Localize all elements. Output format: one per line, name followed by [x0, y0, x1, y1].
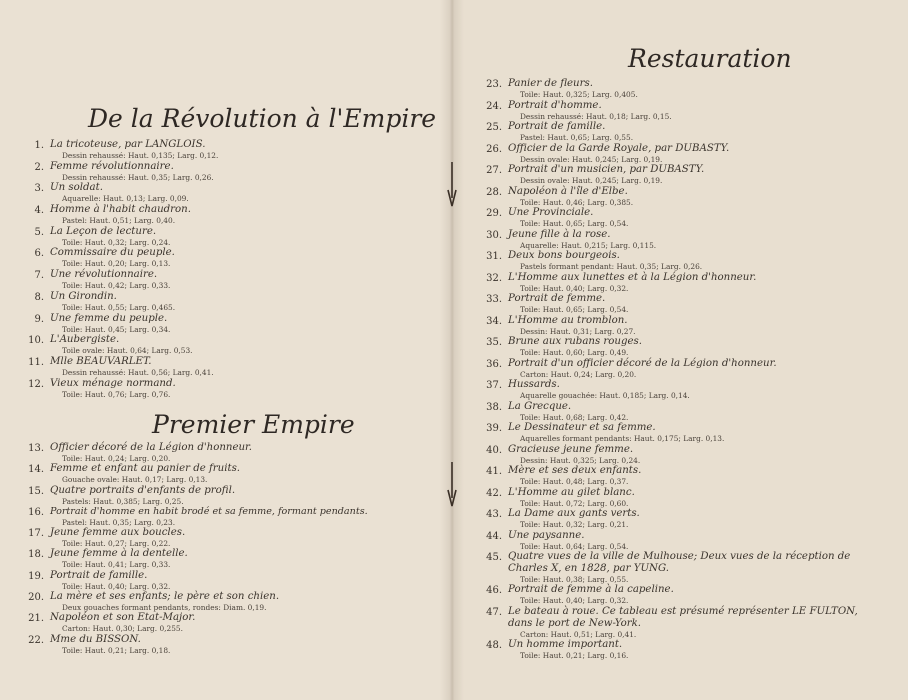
- entry-detail: Aquarelles formant pendants: Haut. 0,175; Larg. 0,13.: [520, 434, 725, 443]
- entry-title: L'Homme au gilet blanc.: [508, 486, 635, 498]
- entry-detail: Toile: Haut. 0,64; Larg. 0,54.: [520, 541, 629, 551]
- entry-detail: Toile: Haut. 0,40; Larg. 0,32.: [520, 283, 629, 293]
- catalogue-entry: [480, 78, 885, 100]
- entry-title: Mère et ses deux enfants.: [508, 465, 642, 476]
- entry-number: 11.: [28, 356, 44, 368]
- entry-title: Mlle BEAUVARLET.: [50, 355, 152, 367]
- entry-title: Portrait de femme à la capeline.: [508, 584, 674, 595]
- catalogue-entry: [480, 315, 885, 337]
- catalogue-entry: [480, 186, 885, 208]
- entry-detail: Toile: Haut. 0,32; Larg. 0,24.: [62, 237, 171, 247]
- catalogue-entry: [22, 634, 427, 655]
- entry-detail: Pastels: Haut. 0,385; Larg. 0,25.: [62, 496, 184, 506]
- entry-title: La mère et ses enfants; le père et son chien.: [50, 591, 280, 603]
- entry-detail: Aquarelle: Haut. 0,13; Larg. 0,09.: [62, 194, 189, 204]
- entry-detail: Aquarelle: Haut. 0,215; Larg. 0,115.: [520, 240, 657, 250]
- entry-title: Portrait de femme.: [508, 293, 606, 304]
- entry-number: 27.: [486, 165, 502, 176]
- entry-title: Napoléon et son Etat-Major.: [50, 612, 196, 624]
- entry-title: Portrait d'un musicien, par DUBASTY.: [508, 164, 705, 175]
- entry-title: Le Dessinateur et sa femme.: [508, 422, 656, 433]
- catalogue-entry: [480, 121, 885, 143]
- entry-title: La Grecque.: [508, 400, 572, 412]
- entry-number: 28.: [486, 186, 502, 198]
- binding-staple-top: [447, 160, 457, 210]
- entry-title: Une paysanne.: [508, 529, 585, 541]
- entry-number: 2.: [34, 161, 44, 173]
- entry-number: 48.: [486, 639, 502, 651]
- entry-number: 18.: [28, 549, 44, 561]
- entry-detail: Toile: Haut. 0,24; Larg. 0,20.: [62, 454, 171, 463]
- entry-detail: Toile: Haut. 0,41; Larg. 0,33.: [62, 560, 171, 570]
- entry-number: 45.: [486, 552, 502, 563]
- catalogue-entry: [22, 247, 427, 269]
- catalogue-entry: [480, 143, 885, 165]
- entry-title: Commissaire du peuple.: [50, 247, 175, 259]
- entry-detail: Gouache ovale: Haut. 0,17; Larg. 0,13.: [62, 475, 208, 485]
- entry-number: 6.: [34, 248, 44, 260]
- entry-detail: Dessin ovale: Haut. 0,245; Larg. 0,19.: [520, 176, 663, 185]
- entry-title: Homme à l'habit chaudron.: [50, 204, 191, 216]
- entry-title: Brune aux rubans rouges.: [508, 336, 642, 347]
- entry-number: 23.: [486, 79, 502, 90]
- entry-detail: Toile ovale: Haut. 0,64; Larg. 0,53.: [62, 346, 193, 356]
- catalogue-entry: [480, 422, 885, 444]
- left-page: [0, 0, 452, 700]
- entry-number: 38.: [486, 401, 502, 413]
- catalogue-entry: [22, 334, 427, 356]
- entry-detail: Toile: Haut. 0,45; Larg. 0,34.: [62, 324, 171, 334]
- entry-title: Napoléon à l'île d'Elbe.: [508, 185, 628, 197]
- entry-title: Portrait de famille.: [508, 121, 606, 132]
- entry-number: 36.: [486, 358, 502, 370]
- entry-title: Portrait d'homme en habit brodé et sa femme, formant pendants.: [50, 505, 368, 517]
- entry-detail: Deux gouaches formant pendants, rondes: Diam. 0,19.: [62, 603, 267, 613]
- catalogue-entry: [480, 336, 885, 358]
- entry-number: 7.: [34, 270, 44, 282]
- entry-detail: Toile: Haut. 0,21; Larg. 0,16.: [520, 650, 629, 660]
- catalogue-entry: [480, 639, 885, 661]
- entry-number: 12.: [28, 378, 44, 390]
- entry-title: Quatre vues de la ville de Mulhouse; Deux vues de la réception de Charles X, en 1828, par YUNG.: [508, 551, 851, 574]
- entry-number: 47.: [486, 606, 502, 618]
- catalogue-entry: [22, 591, 427, 612]
- entry-detail: Dessin rehaussé: Haut. 0,35; Larg. 0,26.: [62, 172, 214, 182]
- entry-detail: Carton: Haut. 0,51; Larg. 0,41.: [520, 629, 637, 639]
- catalogue-entry: [22, 291, 427, 313]
- entry-title: Une Provinciale.: [508, 207, 594, 218]
- entry-title: Un homme important.: [508, 638, 623, 650]
- entry-title: L'Homme au tromblon.: [508, 314, 628, 326]
- catalogue-entry: [22, 485, 427, 506]
- entry-title: Un Girondin.: [50, 290, 117, 302]
- catalogue-entry: [22, 139, 427, 161]
- entry-title: La Dame aux gants verts.: [508, 508, 640, 519]
- entry-number: 35.: [486, 337, 502, 348]
- entry-title: Jeune femme à la dentelle.: [50, 548, 188, 560]
- catalogue-entry: [480, 551, 885, 584]
- entry-number: 3.: [34, 183, 44, 195]
- catalogue-entry: [480, 530, 885, 552]
- entry-number: 13.: [28, 443, 44, 454]
- catalogue-entry: [480, 606, 885, 639]
- catalogue-entry: [22, 506, 427, 527]
- entry-detail: Carton: Haut. 0,30; Larg. 0,255.: [62, 624, 183, 634]
- catalogue-entry: [22, 463, 427, 484]
- entry-number: 33.: [486, 294, 502, 305]
- section-heading-premier-empire: Premier Empire: [152, 410, 355, 439]
- entry-number: 22.: [28, 634, 44, 646]
- entry-list-premier-empire: [22, 442, 427, 655]
- catalogue-entry: [480, 207, 885, 229]
- entry-detail: Toile: Haut. 0,32; Larg. 0,21.: [520, 520, 629, 529]
- entry-detail: Toile: Haut. 0,68; Larg. 0,42.: [520, 412, 629, 422]
- right-page: [452, 0, 908, 700]
- entry-title: Portrait d'un officier décoré de la Légion d'honneur.: [508, 357, 777, 369]
- entry-title: Mme du BISSON.: [50, 633, 141, 645]
- entry-number: 32.: [486, 272, 502, 284]
- catalogue-entry: [480, 100, 885, 122]
- entry-number: 4.: [34, 205, 44, 217]
- entry-number: 5.: [34, 226, 44, 238]
- catalogue-entry: [22, 570, 427, 591]
- entry-title: Femme révolutionnaire.: [50, 160, 174, 172]
- entry-detail: Pastel: Haut. 0,65; Larg. 0,55.: [520, 133, 634, 142]
- catalogue-entry: [22, 527, 427, 548]
- catalogue-entry: [480, 229, 885, 251]
- entry-detail: Toile: Haut. 0,46; Larg. 0,385.: [520, 197, 634, 207]
- entry-number: 29.: [486, 208, 502, 219]
- catalogue-entry: [480, 272, 885, 294]
- entry-title: Deux bons bourgeois.: [508, 250, 620, 261]
- entry-title: L'Homme aux lunettes et à la Légion d'honneur.: [508, 271, 757, 283]
- catalogue-entry: [22, 182, 427, 204]
- entry-title: Officier de la Garde Royale, par DUBASTY.: [508, 142, 730, 154]
- entry-number: 26.: [486, 143, 502, 155]
- catalogue-entry: [480, 358, 885, 380]
- entry-title: La Leçon de lecture.: [50, 225, 157, 237]
- entry-number: 10.: [28, 335, 44, 347]
- entry-title: Un soldat.: [50, 182, 103, 194]
- catalogue-entry: [480, 465, 885, 487]
- entry-detail: Toile: Haut. 0,65; Larg. 0,54.: [520, 305, 629, 314]
- entry-number: 21.: [28, 613, 44, 625]
- entry-detail: Toile: Haut. 0,40; Larg. 0,32.: [62, 581, 171, 591]
- entry-title: Portrait de famille.: [50, 569, 148, 581]
- entry-title: Panier de fleurs.: [508, 78, 593, 89]
- binding-staple-bottom: [447, 460, 457, 510]
- entry-title: Une femme du peuple.: [50, 312, 168, 324]
- catalogue-entry: [480, 444, 885, 466]
- entry-detail: Dessin: Haut. 0,325; Larg. 0,24.: [520, 455, 641, 465]
- entry-detail: Aquarelle gouachée: Haut. 0,185; Larg. 0,14.: [520, 391, 690, 400]
- section-heading-restauration: Restauration: [628, 44, 792, 73]
- entry-number: 34.: [486, 315, 502, 327]
- entry-detail: Toile: Haut. 0,20; Larg. 0,13.: [62, 259, 171, 269]
- entry-title: Vieux ménage normand.: [50, 377, 176, 389]
- entry-detail: Toile: Haut. 0,60; Larg. 0,49.: [520, 348, 629, 357]
- entry-title: Gracieuse jeune femme.: [508, 443, 634, 455]
- catalogue-entry: [22, 269, 427, 291]
- entry-number: 16.: [28, 506, 44, 518]
- entry-detail: Toile: Haut. 0,42; Larg. 0,33.: [62, 281, 171, 291]
- entry-detail: Toile: Haut. 0,48; Larg. 0,37.: [520, 477, 629, 486]
- entry-number: 17.: [28, 528, 44, 540]
- catalogue-entry: [22, 226, 427, 248]
- entry-number: 1.: [34, 140, 44, 151]
- entry-number: 43.: [486, 509, 502, 520]
- entry-number: 19.: [28, 570, 44, 582]
- catalogue-entry: [480, 508, 885, 530]
- entry-title: Jeune femme aux boucles.: [50, 527, 186, 539]
- entry-list-restauration: [480, 78, 885, 660]
- entry-detail: Dessin rehaussé: Haut. 0,56; Larg. 0,41.: [62, 367, 214, 377]
- catalogue-entry: [22, 356, 427, 378]
- entry-detail: Dessin ovale: Haut. 0,245; Larg. 0,19.: [520, 154, 663, 164]
- entry-number: 15.: [28, 485, 44, 497]
- entry-title: L'Aubergiste.: [50, 334, 120, 346]
- entry-detail: Pastels formant pendant: Haut. 0,35; Larg. 0,26.: [520, 262, 703, 271]
- entry-number: 24.: [486, 100, 502, 112]
- entry-detail: Toile: Haut. 0,76; Larg. 0,76.: [62, 389, 171, 399]
- entry-detail: Dessin: Haut. 0,31; Larg. 0,27.: [520, 326, 636, 336]
- entry-number: 46.: [486, 585, 502, 596]
- entry-detail: Toile: Haut. 0,65; Larg. 0,54.: [520, 219, 629, 228]
- catalogue-entry: [22, 313, 427, 335]
- entry-number: 25.: [486, 122, 502, 133]
- entry-detail: Toile: Haut. 0,21; Larg. 0,18.: [62, 645, 171, 655]
- entry-list-revolution: [22, 139, 427, 399]
- entry-number: 40.: [486, 444, 502, 456]
- entry-title: Portrait d'homme.: [508, 99, 602, 111]
- catalogue-entry: [480, 164, 885, 186]
- catalogue-entry: [22, 161, 427, 183]
- entry-detail: Toile: Haut. 0,27; Larg. 0,22.: [62, 539, 171, 549]
- entry-number: 37.: [486, 380, 502, 391]
- entry-title: Jeune fille à la rose.: [508, 228, 611, 240]
- entry-number: 30.: [486, 229, 502, 241]
- catalogue-entry: [22, 204, 427, 226]
- entry-number: 42.: [486, 487, 502, 499]
- catalogue-entry: [480, 379, 885, 401]
- entry-number: 8.: [34, 291, 44, 303]
- catalogue-entry: [22, 612, 427, 633]
- catalogue-entry: [480, 293, 885, 315]
- catalogue-entry: [480, 250, 885, 272]
- entry-number: 41.: [486, 466, 502, 477]
- entry-number: 20.: [28, 592, 44, 604]
- entry-title: Quatre portraits d'enfants de profil.: [50, 484, 236, 496]
- entry-detail: Pastel: Haut. 0,51; Larg. 0,40.: [62, 216, 176, 226]
- entry-title: Une révolutionnaire.: [50, 269, 158, 281]
- entry-number: 39.: [486, 423, 502, 434]
- entry-title: Femme et enfant au panier de fruits.: [50, 463, 241, 475]
- entry-detail: Toile: Haut. 0,325; Larg. 0,405.: [520, 90, 638, 99]
- entry-detail: Carton: Haut. 0,24; Larg. 0,20.: [520, 369, 637, 379]
- catalogue-entry: [22, 378, 427, 400]
- catalogue-entry: [22, 442, 427, 463]
- entry-detail: Pastel: Haut. 0,35; Larg. 0,23.: [62, 517, 176, 527]
- section-heading-revolution: De la Révolution à l'Empire: [88, 104, 437, 133]
- entry-detail: Dessin rehaussé: Haut. 0,135; Larg. 0,12.: [62, 151, 219, 160]
- catalogue-entry: [480, 487, 885, 509]
- catalogue-entry: [480, 584, 885, 606]
- catalogue-entry: [22, 548, 427, 569]
- book-gutter: [440, 0, 464, 700]
- entry-number: 44.: [486, 530, 502, 542]
- catalogue-entry: [480, 401, 885, 423]
- entry-number: 9.: [34, 313, 44, 325]
- entry-title: La tricoteuse, par LANGLOIS.: [50, 139, 206, 150]
- entry-detail: Toile: Haut. 0,72; Larg. 0,60.: [520, 498, 629, 508]
- entry-number: 14.: [28, 464, 44, 476]
- entry-number: 31.: [486, 251, 502, 262]
- entry-title: Hussards.: [508, 379, 560, 390]
- entry-detail: Toile: Haut. 0,55; Larg. 0,465.: [62, 302, 176, 312]
- entry-detail: Toile: Haut. 0,38; Larg. 0,55.: [520, 575, 629, 584]
- entry-detail: Toile: Haut. 0,40; Larg. 0,32.: [520, 596, 629, 605]
- entry-detail: Dessin rehaussé: Haut. 0,18; Larg. 0,15.: [520, 111, 672, 121]
- entry-title: Officier décoré de la Légion d'honneur.: [50, 442, 253, 453]
- entry-title: Le bateau à roue. Ce tableau est présumé représenter LE FULTON, dans le port de New-York.: [508, 605, 858, 629]
